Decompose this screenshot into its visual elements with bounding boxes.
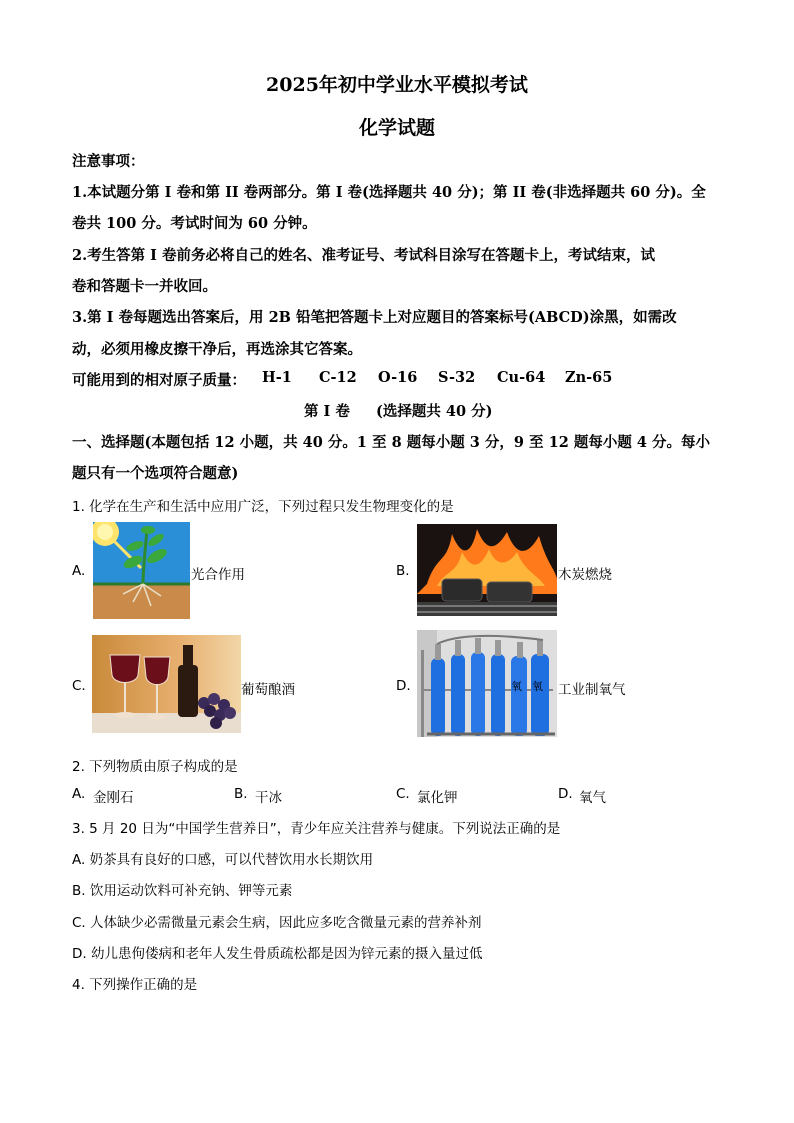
q1-stem: 1. 化学在生产和生活中应用广泛，下列过程只发生物理变化的是	[72, 499, 454, 515]
cylinder-label-2: 氧	[532, 680, 543, 693]
q1-option-a-text: 光合作用	[191, 567, 245, 583]
q1-option-c-letter: C.	[72, 678, 86, 694]
q2-option-d-text: 氧气	[579, 790, 606, 806]
q2-option-c-text: 氯化钾	[417, 790, 458, 806]
atomic-mass-s: S-32	[438, 369, 476, 386]
cylinder-label-1: 氧	[511, 680, 522, 693]
q1-option-d-letter: D.	[396, 678, 411, 694]
part-one-line-2: 题只有一个选项符合题意)	[72, 465, 239, 482]
q2-option-b-text: 干冰	[255, 790, 282, 806]
q3-option-c: C. 人体缺少必需微量元素会生病，因此应多吃含微量元素的营养补剂	[72, 915, 482, 931]
q1-option-a-letter: A.	[72, 563, 86, 579]
atomic-mass-c: C-12	[319, 369, 357, 386]
section-desc: (选择题共 40 分)	[376, 403, 493, 420]
notes-line-6: 动，必须用橡皮擦干净后，再选涂其它答案。	[72, 341, 362, 358]
atomic-mass-zn: Zn-65	[565, 369, 613, 386]
wine-picture	[92, 635, 241, 733]
q4-stem: 4. 下列操作正确的是	[72, 977, 198, 993]
q3-option-a: A. 奶茶具有良好的口感，可以代替饮用水长期饮用	[72, 852, 374, 868]
exam-subtitle: 化学试题	[358, 117, 435, 139]
q1-option-b-text: 木炭燃烧	[558, 567, 612, 583]
notes-line-2: 卷共 100 分。考试时间为 60 分钟。	[72, 215, 317, 232]
charcoal-fire-picture	[417, 524, 557, 616]
notes-line-3: 2.考生答第 I 卷前务必将自己的姓名、准考证号、考试科目涂写在答题卡上，考试结束，试	[72, 247, 656, 264]
atomic-mass-h: H-1	[262, 369, 292, 386]
q3-stem: 3. 5 月 20 日为“中国学生营养日”，青少年应关注营养与健康。下列说法正确的是	[72, 821, 561, 837]
atomic-mass-o: O-16	[378, 369, 418, 386]
exam-title: 2025年初中学业水平模拟考试	[266, 74, 528, 96]
q2-option-a-letter: A.	[72, 786, 86, 802]
part-one-line-1: 一、选择题(本题包括 12 小题，共 40 分。1 至 8 题每小题 3 分，9 至 12 题每小题 4 分。每小	[72, 434, 711, 451]
q2-option-b-letter: B.	[234, 786, 248, 802]
oxygen-cylinders-picture	[417, 630, 557, 737]
q3-option-d: D. 幼儿患佝偻病和老年人发生骨质疏松都是因为锌元素的摄入量过低	[72, 946, 483, 962]
q2-option-c-letter: C.	[396, 786, 410, 802]
q2-option-d-letter: D.	[558, 786, 573, 802]
notes-line-1: 1.本试题分第 I 卷和第 II 卷两部分。第 I 卷(选择题共 40 分)；第 II 卷(非选择题共 60 分)。全	[72, 184, 706, 201]
q2-stem: 2. 下列物质由原子构成的是	[72, 759, 238, 775]
q1-option-d-text: 工业制氧气	[558, 682, 626, 698]
q1-option-c-text: 葡萄酿酒	[241, 682, 295, 698]
notes-line-5: 3.第 I 卷每题选出答案后，用 2B 铅笔把答题卡上对应题目的答案标号(ABCD)涂黑，如需改	[72, 309, 677, 326]
section-name: 第 I 卷	[304, 403, 350, 420]
atomic-mass-label: 可能用到的相对原子质量：	[72, 372, 246, 389]
q2-option-a-text: 金刚石	[93, 790, 134, 806]
q3-option-b: B. 饮用运动饮料可补充钠、钾等元素	[72, 883, 293, 899]
photosynthesis-picture	[93, 522, 190, 619]
notes-line-4: 卷和答题卡一并收回。	[72, 278, 217, 295]
notes-heading: 注意事项：	[72, 153, 145, 170]
q1-option-b-letter: B.	[396, 563, 410, 579]
atomic-mass-cu: Cu-64	[497, 369, 546, 386]
